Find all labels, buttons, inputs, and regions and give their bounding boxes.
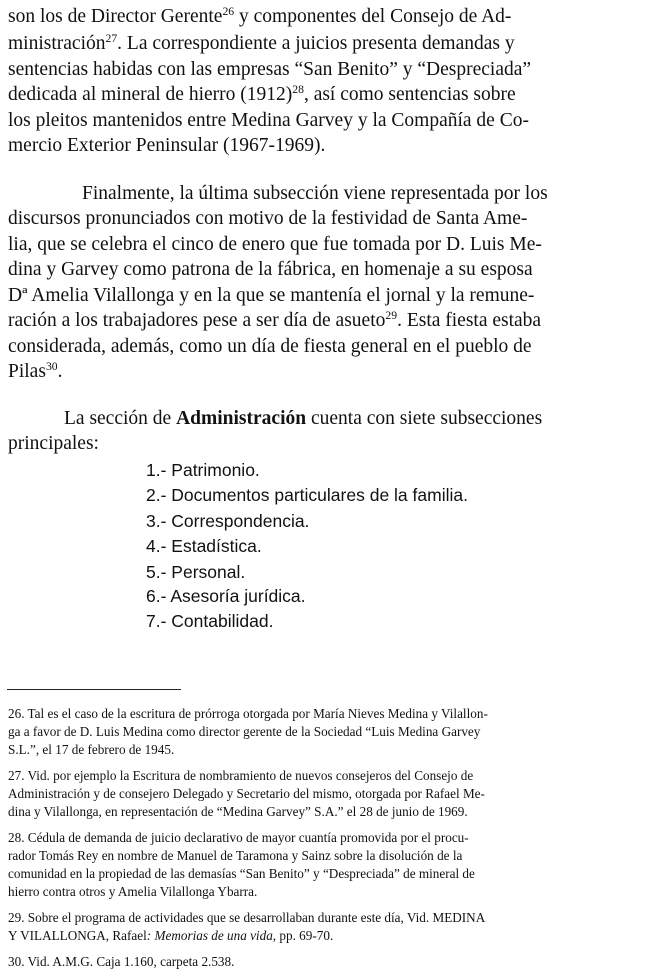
paragraph-2-line-3: lia, que se celebra el cinco de enero que fue tomada por D. Luis Me-: [8, 234, 542, 255]
footnote-ref-30[interactable]: 30: [45, 359, 58, 373]
footnote-27-line-1: 27. Vid. por ejemplo la Escritura de nombramiento de nuevos consejeros del Consejo de: [8, 768, 474, 783]
text: y componentes del Consejo de Ad-: [234, 6, 512, 27]
paragraph-2-line-1: Finalmente, la última subsección viene representada por los: [82, 183, 548, 204]
text: ministración: [8, 33, 106, 54]
text: .: [57, 361, 63, 382]
paragraph-1-line-4: [8, 83, 516, 107]
paragraph-1-line-1: [8, 5, 511, 29]
paragraph-3-line-1: [64, 407, 542, 431]
book-title: : Memorias de una vida,: [146, 928, 277, 943]
footnote-29-line-1: 29. Sobre el programa de actividades que se desarrollaban durante este día, Vid. MEDINA: [8, 910, 486, 925]
footnote-26-line-2: ga a favor de D. Luis Medina como director gerente de la Sociedad “Luis Medina Garvey: [8, 724, 481, 739]
paragraph-1-line-6: mercio Exterior Peninsular (1967-1969).: [8, 135, 326, 156]
list-item: 3.- Correspondencia.: [146, 511, 310, 531]
text: dedicada al mineral de hierro (1912): [8, 84, 293, 105]
text: , así como sentencias sobre: [303, 84, 516, 105]
list-item: 6.- Asesoría jurídica.: [146, 586, 306, 606]
paragraph-1-line-3: sentencias habidas con las empresas “San Benito” y “Despreciada”: [8, 59, 532, 80]
footnote-ref-26[interactable]: 26: [222, 4, 235, 18]
text: cuenta con siete subsecciones: [306, 408, 543, 429]
footnote-separator: [7, 689, 181, 690]
text: Pilas: [8, 361, 46, 382]
text: son los de Director Gerente: [8, 6, 223, 27]
list-item: 7.- Contabilidad.: [146, 611, 274, 631]
list-item: 2.- Documentos particulares de la familia.: [146, 485, 468, 505]
text: pp. 69-70.: [276, 928, 334, 943]
list-item: 1.- Patrimonio.: [146, 460, 260, 480]
list-item: 4.- Estadística.: [146, 536, 262, 556]
paragraph-1-line-5: los pleitos mantenidos entre Medina Garvey y la Compañía de Co-: [8, 110, 529, 131]
text: . Esta fiesta estaba: [397, 310, 542, 331]
text: . La correspondiente a juicios presenta demandas y: [117, 33, 515, 54]
footnote-26-line-1: 26. Tal es el caso de la escritura de prórroga otorgada por María Nieves Medina y Vilallon-: [8, 706, 488, 721]
text: ración a los trabajadores pese a ser día de asueto: [8, 310, 386, 331]
paragraph-2-line-4: dina y Garvey como patrona de la fábrica, en homenaje a su esposa: [8, 259, 533, 280]
paragraph-2-line-5: Dª Amelia Vilallonga y en la que se mantenía el jornal y la remune-: [8, 285, 535, 306]
list-item: 5.- Personal.: [146, 562, 246, 582]
footnote-ref-27[interactable]: 27: [105, 31, 118, 45]
footnote-28-line-1: 28. Cédula de demanda de juicio declarativo de mayor cuantía promovida por el procu-: [8, 830, 469, 845]
paragraph-2-line-6: [8, 309, 541, 333]
paragraph-2-line-2: discursos pronunciados con motivo de la festividad de Santa Ame-: [8, 208, 528, 229]
paragraph-2-line-8: [8, 360, 63, 384]
footnote-ref-28[interactable]: 28: [292, 82, 304, 96]
footnote-28-line-3: comunidad en la propiedad de las demasías “San Benito” y “Despreciada” de mineral de: [8, 866, 475, 881]
paragraph-2-line-7: considerada, además, como un día de fiesta general en el pueblo de: [8, 336, 532, 357]
text: La sección de: [64, 408, 177, 429]
text: Y VILALLONGA, Rafael: [8, 928, 147, 943]
paragraph-3-line-2: principales:: [8, 433, 99, 454]
footnote-26-line-3: S.L.”, el 17 de febrero de 1945.: [8, 742, 175, 757]
section-name-administracion: Administración: [176, 408, 307, 429]
footnote-30: 30. Vid. A.M.G. Caja 1.160, carpeta 2.538.: [8, 954, 235, 969]
footnote-29-line-2: [8, 927, 333, 945]
paragraph-1-line-2: [8, 32, 515, 56]
footnote-27-line-3: dina y Vilallonga, en representación de “Medina Garvey” S.A.” el 28 de junio de 1969.: [8, 804, 468, 819]
footnote-27-line-2: Administración y de consejero Delegado y Secretario del mismo, otorgada por Rafael Me-: [8, 786, 485, 801]
footnote-ref-29[interactable]: 29: [385, 308, 398, 322]
footnote-28-line-4: hierro contra otros y Amelia Vilallonga Ybarra.: [8, 884, 258, 899]
footnote-28-line-2: rador Tomás Rey en nombre de Manuel de Taramona y Sainz sobre la disolución de la: [8, 848, 463, 863]
